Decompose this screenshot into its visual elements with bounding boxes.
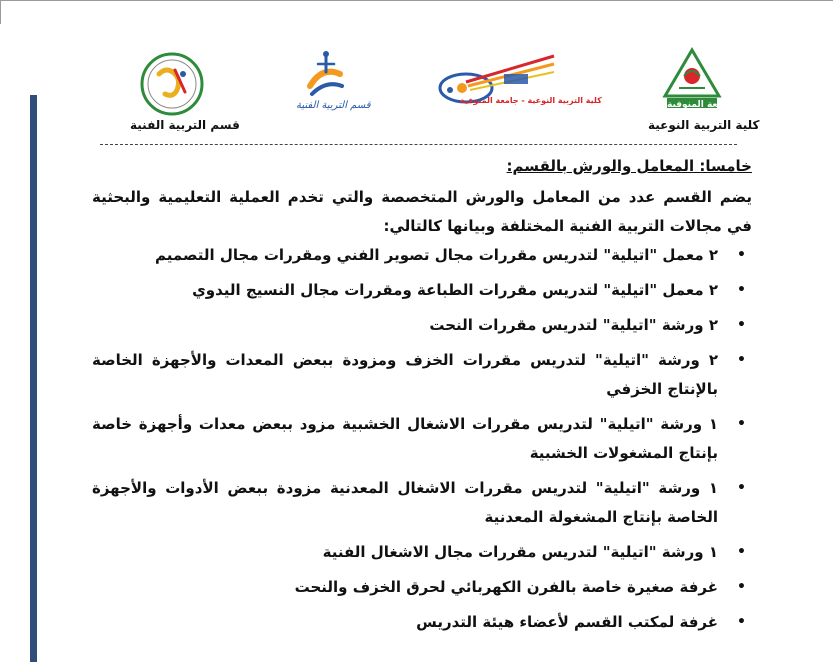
section-intro: يضم القسم عدد من المعامل والورش المتخصصة والتي تخدم العملية التعليمية والبحثية في مجالات التربية الفنية المختلفة وبيانها كالتالي: bbox=[92, 188, 752, 235]
list-item bbox=[92, 346, 752, 404]
list-item bbox=[92, 311, 752, 340]
list-item bbox=[92, 608, 752, 637]
bullet-icon: • bbox=[737, 416, 746, 432]
list-item-text: ٢ معمل "اتيلية" لتدريس مقررات الطباعة ومقررات مجال النسيج اليدوي bbox=[192, 281, 718, 299]
facilities-list bbox=[92, 241, 752, 637]
logo-caption-art-dept: قسم التربية الفنية bbox=[130, 118, 240, 132]
list-item-text: ٢ معمل "اتيلية" لتدريس مقررات مجال تصوير الفني ومقررات مجال التصميم bbox=[155, 246, 718, 264]
bullet-icon: • bbox=[737, 352, 746, 368]
document-body bbox=[92, 152, 752, 643]
logo-university-label: جامعة المنوفية bbox=[667, 100, 733, 110]
letterhead bbox=[0, 0, 833, 140]
list-item-text: غرفة لمكتب القسم لأعضاء هيئة التدريس bbox=[416, 613, 718, 631]
list-item bbox=[92, 410, 752, 468]
list-item-text: ٢ ورشة "اتيلية" لتدريس مقررات الخزف ومزودة ببعض المعدات والأجهزة الخاصة بالإنتاج الخزفي bbox=[92, 351, 718, 398]
bullet-icon: • bbox=[737, 579, 746, 595]
header-divider bbox=[100, 144, 737, 145]
list-item-text: ١ ورشة "اتيلية" لتدريس مقررات مجال الاشغال الفنية bbox=[322, 543, 718, 561]
page-side-bar bbox=[30, 95, 37, 662]
bullet-icon: • bbox=[737, 544, 746, 560]
bullet-icon: • bbox=[737, 614, 746, 630]
logo-caption-faculty: كلية التربية النوعية bbox=[648, 118, 760, 132]
bullet-icon: • bbox=[737, 247, 746, 263]
list-item-text: ١ ورشة "اتيلية" لتدريس مقررات الاشغال الخشبية مزود ببعض معدات وأجهزة خاصة بإنتاج المشغولات الخشبية bbox=[92, 415, 718, 462]
bullet-icon: • bbox=[737, 317, 746, 333]
list-item-text: غرفة صغيرة خاصة بالفرن الكهربائي لحرق الخزف والنحت bbox=[294, 578, 718, 596]
section-heading: خامسا: المعامل والورش بالقسم: bbox=[506, 157, 752, 175]
art-education-department-logo bbox=[137, 52, 207, 116]
list-item bbox=[92, 276, 752, 305]
list-item-text: ٢ ورشة "اتيلية" لتدريس مقررات النحت bbox=[429, 316, 718, 334]
bullet-icon: • bbox=[737, 480, 746, 496]
logo-caption-brand: قسم التربية الفنية bbox=[296, 100, 371, 111]
logo-caption-partner: كلية التربية النوعية - جامعة المنوفية bbox=[460, 96, 602, 105]
bullet-icon: • bbox=[737, 282, 746, 298]
list-item bbox=[92, 241, 752, 270]
list-item bbox=[92, 573, 752, 602]
list-item bbox=[92, 474, 752, 532]
list-item bbox=[92, 538, 752, 567]
list-item-text: ١ ورشة "اتيلية" لتدريس مقررات الاشغال المعدنية مزودة ببعض الأدوات والأجهزة الخاصة بإنتاج المشغولة المعدنية bbox=[92, 479, 718, 526]
